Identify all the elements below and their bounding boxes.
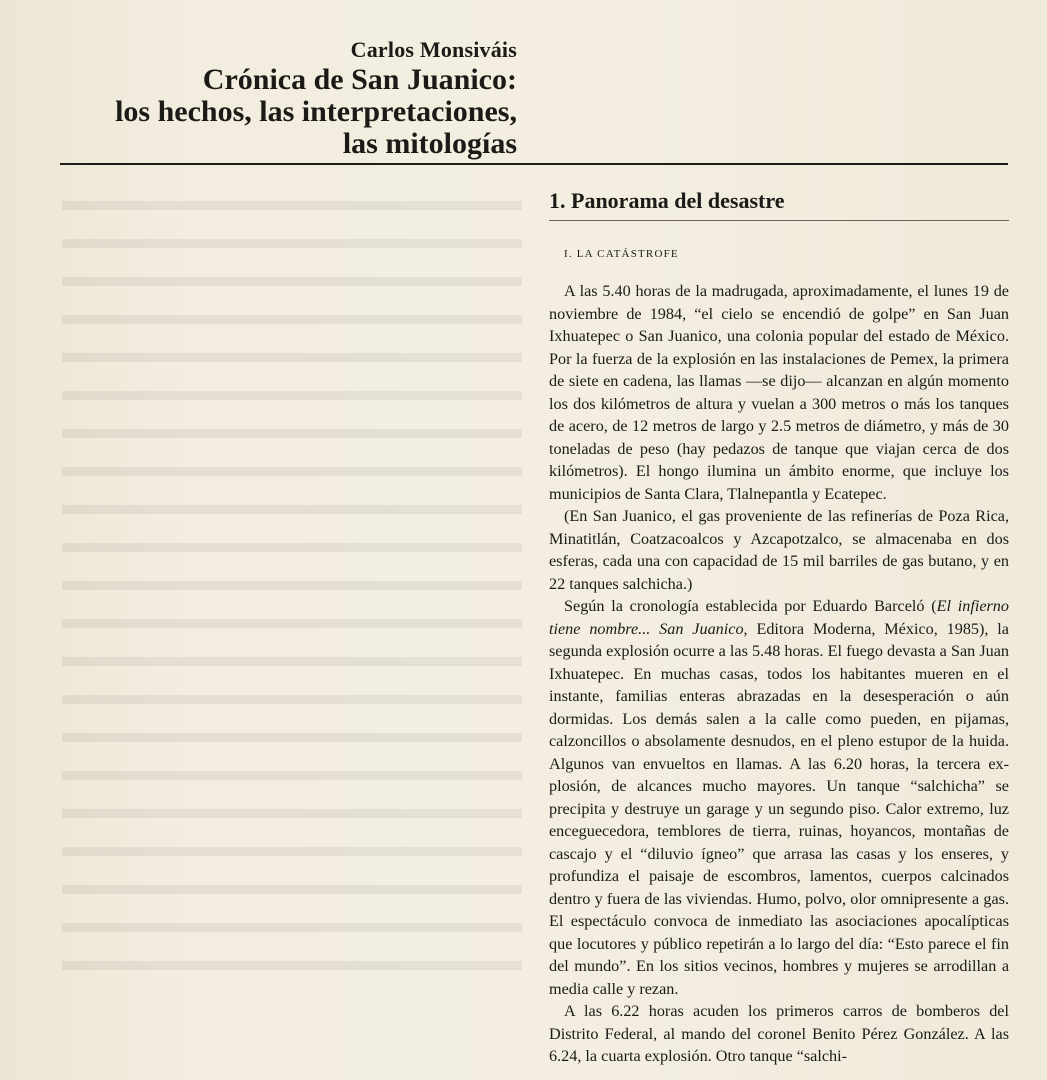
paragraph-1: A las 5.40 horas de la madrugada, aproximadamente, el lunes 19 de noviembre de 1984, “el cielo se encendió de golpe” en San Juan Ixhuatepec o San Juanico, una colonia popular del estado de México. Por la fuerza de la explosión en las instalaciones de Pemex, la primera de siete en cadena, las llamas —se dijo— alcanzan en algún momento los dos kilómetros de altura y vuelan a 300 metros o más los tanques de acero, de 12 metros de largo y 2.5 metros de diámetro, y más de 30 toneladas de peso (hay pedazos de tanque que viajan cerca de dos kilómetros). El hongo ilumina un ámbito enorme, que incluye los municipios de Santa Clara, Tlalnepantla y Ecatepec. — [549, 282, 1009, 503]
paragraph-3-start: Según la cronología establecida por Eduardo Barceló ( — [564, 597, 937, 615]
paragraph-4: A las 6.22 horas acuden los primeros carros de bomberos del Distrito Federal, al mando del coronel Benito Pérez González. A las 6.24, la cuarta explosión. Otro tanque “salchi- — [549, 1002, 1009, 1065]
article-title-line-3: las mitologías — [342, 127, 517, 160]
paragraph-2: (En San Juanico, el gas proveniente de las refinerías de Poza Rica, Minatitlán, Coatzacoalcos y Azcapotzalco, se almacenaba en dos esferas, cada una con capacidad de 15 mil barriles de gas butano, y en 22 tanques salchicha.) — [549, 507, 1009, 593]
section-heading: 1. Panorama del desastre — [549, 188, 785, 213]
section-rule — [549, 220, 1009, 221]
paragraph-3 — [549, 595, 1009, 1000]
paragraph-3-rest: , Editora Moderna, México, 1985), la segunda explosión ocurre a las 5.48 horas. El fuego devasta a San Juan Ixhuatepec. En muchas casas, todos los habitantes mueren en el instante, familias enteras abrazadas en la desesperación o aún dormidas. Los demás salen a la calle como pueden, en pijamas, calzoncillos o absolamente desnudos, en el pleno estupor de la huida. Algunos van envueltos en llamas. A las 6.20 horas, la tercera explosión, de alcances mucho mayores. Un tanque “salchicha” se precipita y destruye un garage y un segundo piso. Calor extremo, luz enceguecedora, temblores de tierra, ruinas, hoyancos, montañas de cascajo y el “diluvio ígneo” que arrasa las casas y los enseres, y profundiza el paisaje de escombros, lamentos, cuerpos calcinados dentro y fuera de las viviendas. Humo, polvo, olor omnipresente a gas. El espectáculo convoca de inmediato las asociaciones apocalípticas que locutores y público repetirán a lo largo del día: “Esto parece el fin del mundo”. En los sitios vecinos, hombres y mujeres se arrodillan a media calle y rezan. — [549, 619, 1009, 998]
article-title-line-2: los hechos, las interpretaciones, — [115, 95, 517, 128]
article-title-line-1: Crónica de San Juanico: — [202, 63, 517, 96]
article-header — [37, 36, 517, 160]
subsection-heading: I. LA CATÁSTROFE — [564, 248, 679, 260]
book-title: El infierno tiene nombre... San Juanico — [549, 597, 1009, 638]
header-rule — [60, 163, 1008, 165]
article-body — [549, 280, 1009, 1068]
author-name: Carlos Monsiváis — [350, 37, 517, 62]
bleed-through-text — [62, 174, 522, 994]
